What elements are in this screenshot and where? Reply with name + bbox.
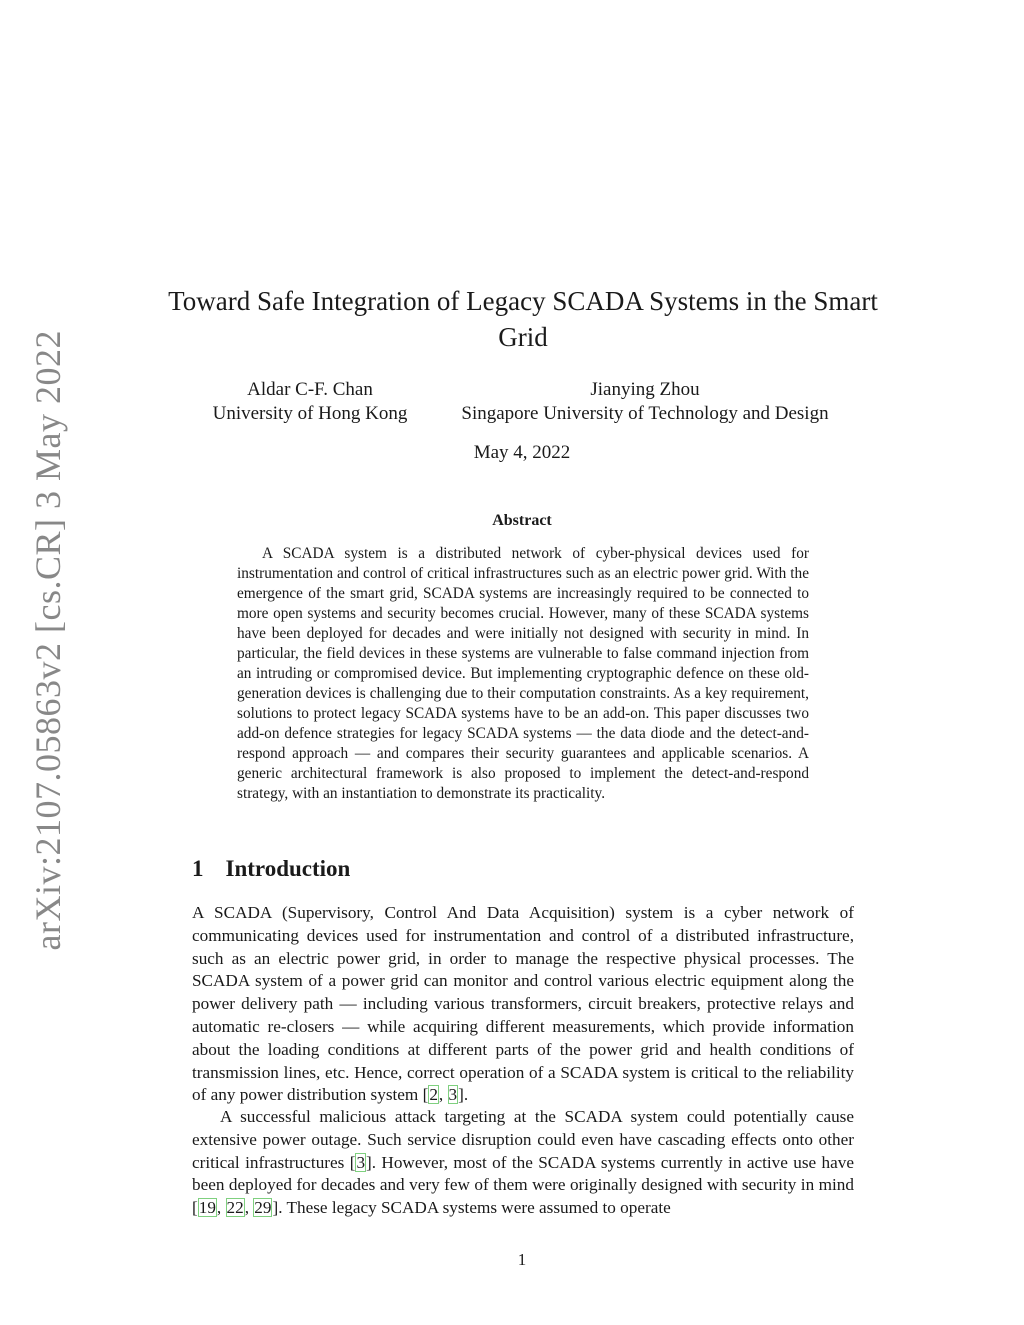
page-number: 1: [517, 1250, 527, 1269]
author-block-2: [440, 378, 850, 426]
citation-link[interactable]: 19: [198, 1198, 216, 1218]
paragraph-text: A successful malicious attack targeting at the SCADA system could potentially cause extensive power outage. Such service disruption could even have cascading effects onto other critical infrastructures [: [192, 1107, 854, 1172]
author-name: Jianying Zhou: [590, 379, 700, 400]
abstract-text: A SCADA system is a distributed network of cyber-physical devices used for instrumentation and control of critical infrastructures such as an electric power grid. With the emergence of the smart grid, SCADA systems are increasingly required to be connected to more open systems and security becomes crucial. However, many of these SCADA systems have been deployed for decades and were initially not designed with security in mind. In particular, the field devices in these systems are vulnerable to false command injection from an intruding or compromised device. But implementing cryptographic defence on these old-generation devices is challenging due to their computation constraints. As a key requirement, solutions to protect legacy SCADA systems have to be an add-on. This paper discusses two add-on defence strategies for legacy SCADA systems — the data diode and the detect-and-respond approach — and compares their security guarantees and applicable scenarios. A generic architectural framework is also proposed to implement the detect-and-respond strategy, with an instantiation to demonstrate its practicality.: [237, 545, 809, 802]
section-title: Introduction: [225, 856, 351, 881]
citation-link[interactable]: 3: [448, 1085, 458, 1105]
paragraph-text: ]. These legacy SCADA systems were assumed to operate: [272, 1198, 671, 1218]
arxiv-stamp: [18, 329, 78, 951]
abstract-heading: Abstract: [492, 512, 552, 529]
cite-bracket: ].: [458, 1085, 469, 1105]
citation-link[interactable]: 22: [226, 1198, 244, 1218]
section-number: 1: [192, 856, 204, 881]
citation-link[interactable]: 29: [254, 1198, 272, 1218]
author-affiliation: University of Hong Kong: [212, 403, 408, 424]
arxiv-identifier: arXiv:2107.05863v2 [cs.CR] 3 May 2022: [28, 329, 68, 951]
author-name: Aldar C-F. Chan: [247, 379, 373, 400]
citation-link[interactable]: 3: [356, 1152, 366, 1172]
paper-date: May 4, 2022: [473, 442, 571, 463]
cite-bracket: [: [422, 1085, 429, 1105]
paragraph-1: A SCADA (Supervisory, Control And Data Acquisition) system is a cyber network of communicating devices used for instrumentation and control of a distributed infrastructure, such as an electric power grid, in order to manage the respective physical processes. The SCADA system of a power grid can monitor and control various electric equipment along the power delivery path — including various transformers, circuit breakers, protective relays and automatic re-closers — while acquiring different measurements, which provide information about the loading conditions at different parts of the power grid and health conditions of transmission lines, etc. Hence, correct operation of a SCADA system is critical to the reliability of any power distribution system [2, 3].: [192, 903, 854, 1105]
paragraph-text: ]. However, most of the SCADA systems currently in active use have been deployed for decades and very few of them were originally designed with security in mind [: [192, 1152, 854, 1218]
section-heading: [192, 856, 350, 882]
citation-link[interactable]: 2: [429, 1085, 438, 1105]
paper-title: Toward Safe Integration of Legacy SCADA Systems in the Smart Grid: [168, 286, 878, 352]
author-block-1: [190, 378, 430, 426]
paragraph-2: A successful malicious attack targeting at the SCADA system could potentially cause extensive power outage. Such service disruption could even have cascading effects onto other critical infrastructures [3]. However, most of the SCADA systems currently in active use have been deployed for decades and very few of them were originally designed with security in mind [19, 22, 29]. These legacy SCADA systems were assumed to operate: [192, 1107, 854, 1218]
author-affiliation: Singapore University of Technology and Design: [461, 403, 829, 424]
paragraph-text: A SCADA (Supervisory, Control And Data Acquisition) system is a cyber network of communicating devices used for instrumentation and control of a distributed infrastructure, such as an electric power grid, in order to manage the respective physical processes. The SCADA system of a power grid can monitor and control various electric equipment along the power delivery path — including various transformers, circuit breakers, protective relays and automatic re-closers — while acquiring different measurements, which provide information about the loading conditions at different parts of the power grid and health conditions of transmission lines, etc. Hence, correct operation of a SCADA system is critical to the reliability of any power distribution system: [192, 903, 854, 1105]
